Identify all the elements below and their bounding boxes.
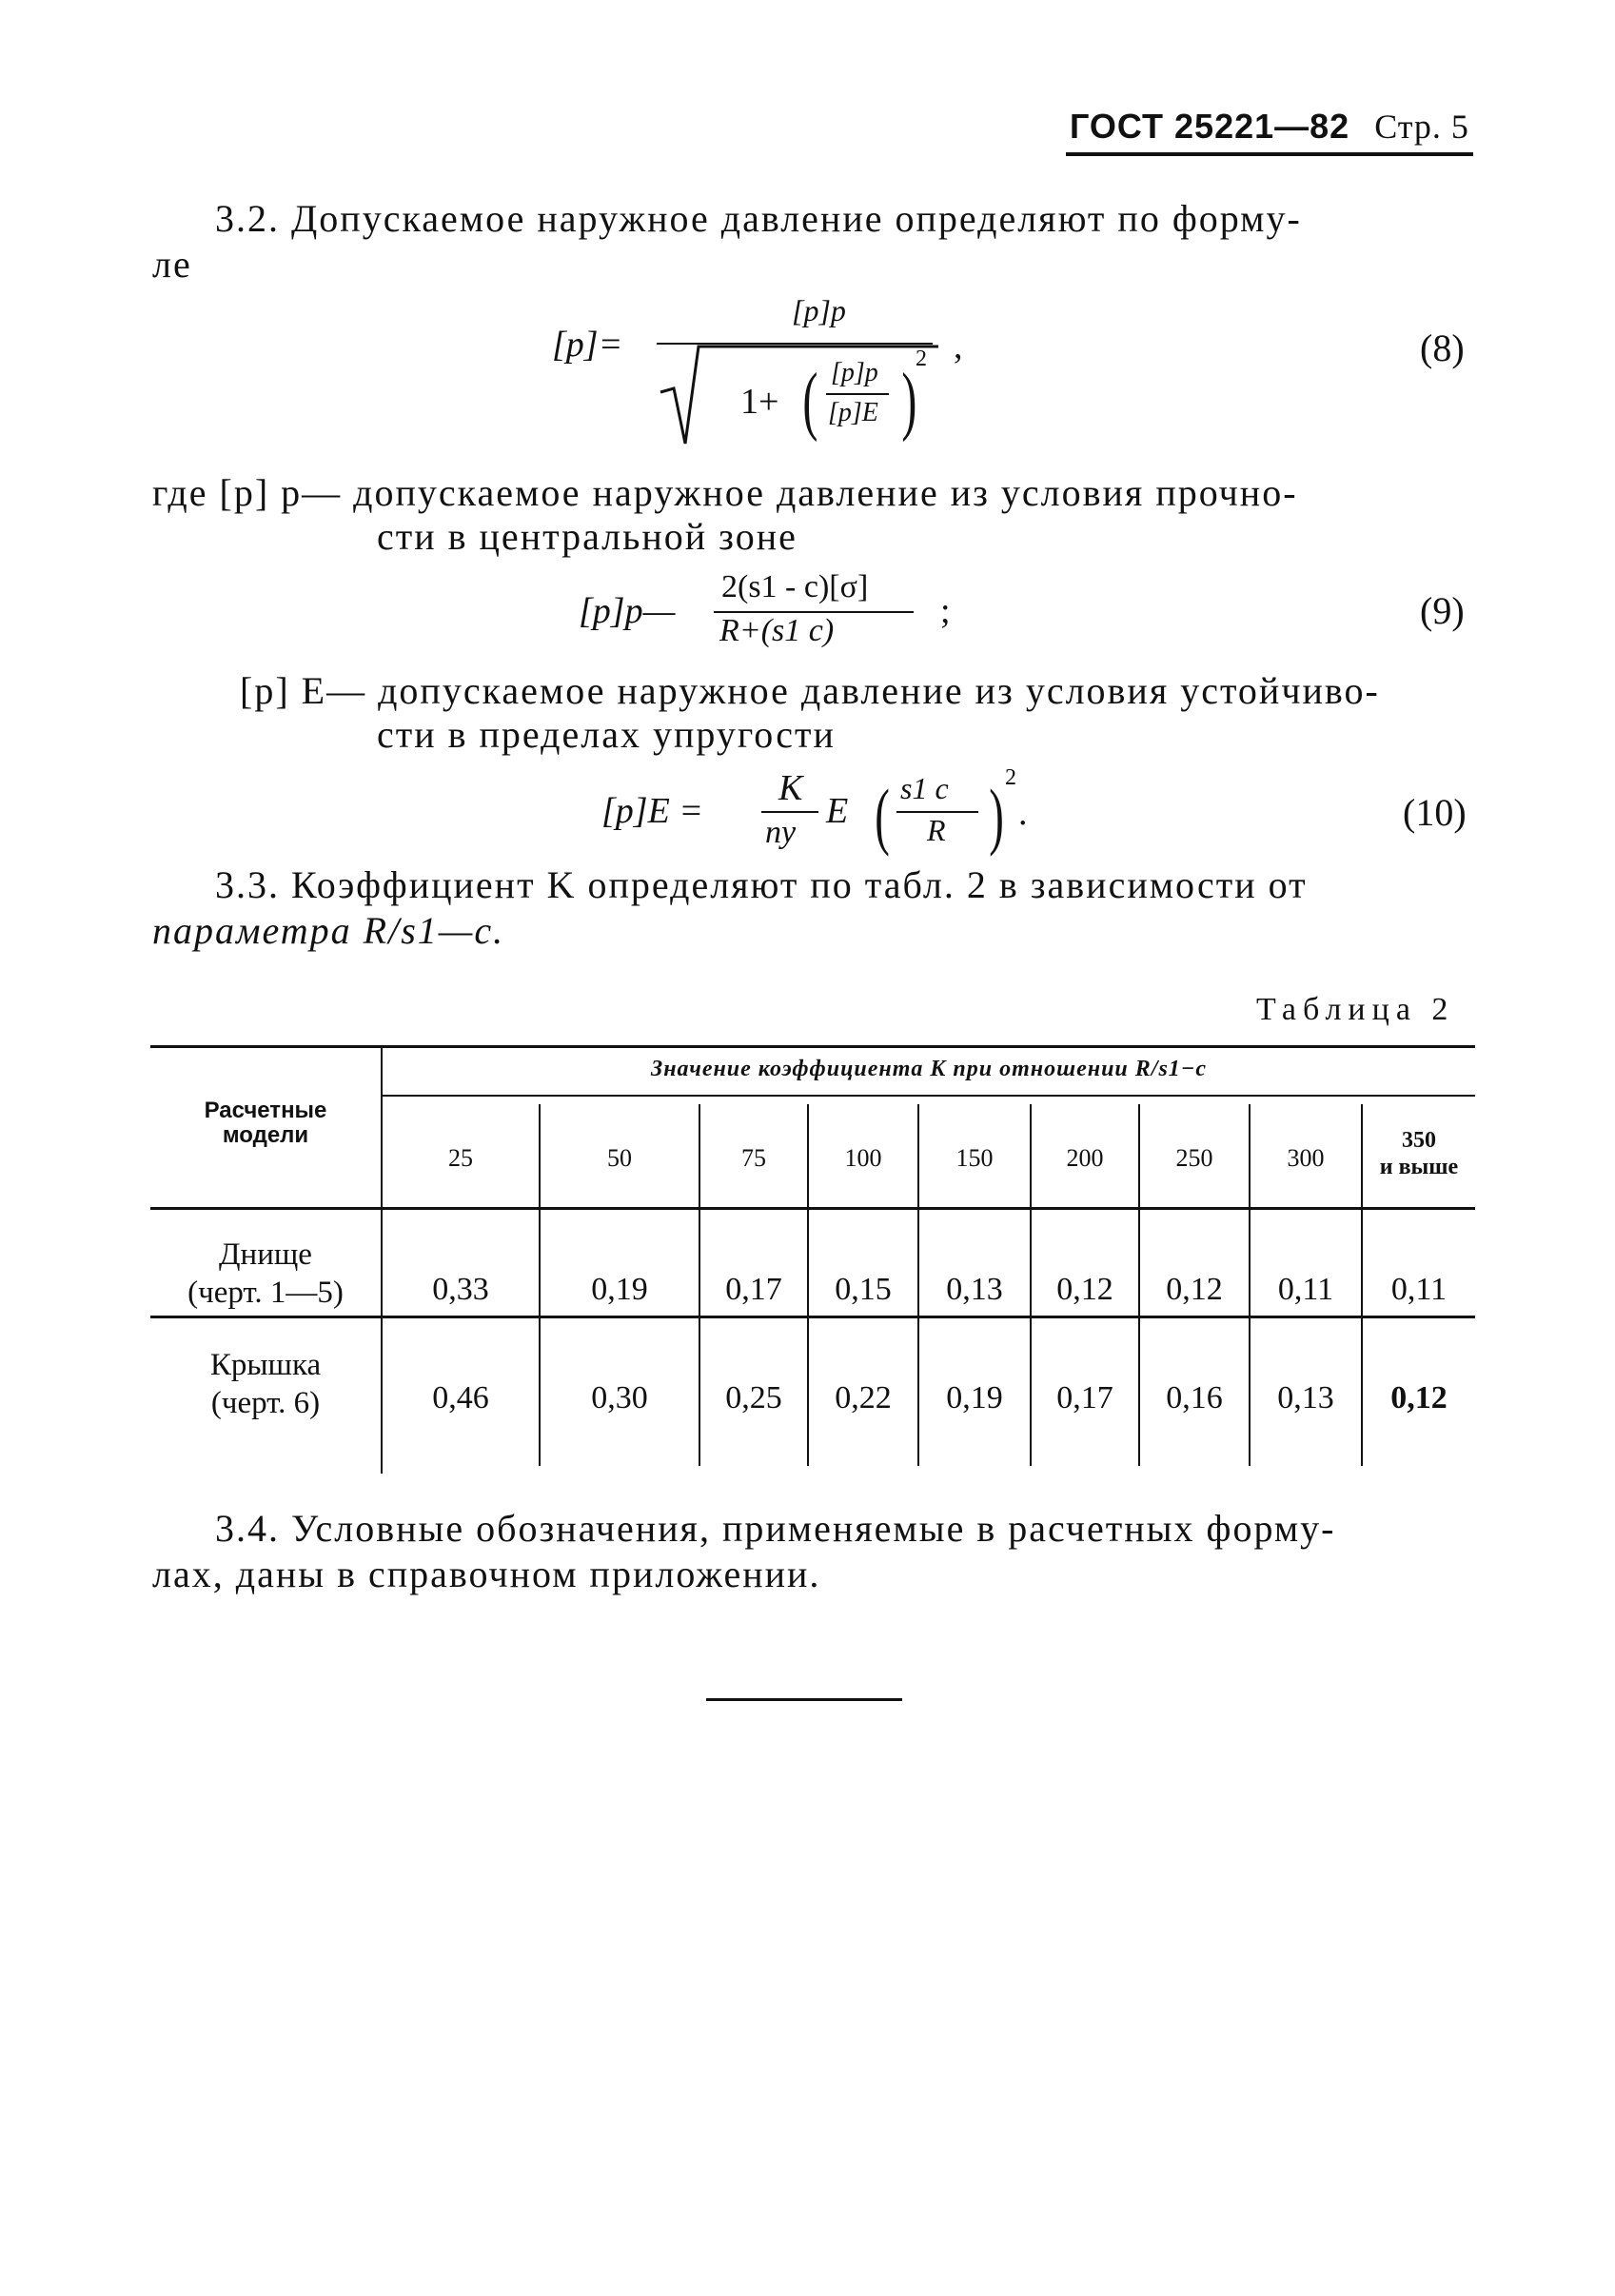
- formula-8-power: 2: [916, 346, 927, 371]
- row-header: [150, 1099, 381, 1148]
- table-cell: 0,33: [432, 1272, 489, 1307]
- table-cell: 0,17: [725, 1272, 782, 1307]
- formula-10-bar: [761, 811, 818, 813]
- definition-E-line2: сти в пределах упругости: [377, 713, 836, 756]
- formula-8-inner-denominator: [p]E: [828, 398, 878, 427]
- formula-8-inner-numerator: [p]p: [831, 358, 878, 387]
- table-cell: 0,22: [835, 1380, 892, 1415]
- table-caption: Таблица 2: [1256, 992, 1455, 1027]
- formula-9-lhs: [p]p—: [579, 591, 676, 631]
- right-paren-icon: ): [901, 359, 917, 443]
- table-cell: 0,25: [725, 1380, 782, 1415]
- column-header: 100: [844, 1144, 882, 1172]
- where-line2: сти в центральной зоне: [377, 515, 798, 558]
- table-cell: 0,46: [432, 1380, 489, 1415]
- table-cell: 0,16: [1166, 1380, 1223, 1415]
- table-cell: 0,19: [591, 1272, 648, 1307]
- formula-10-ny: ny: [765, 815, 797, 850]
- column-header: 50: [607, 1144, 632, 1172]
- left-paren-icon: (: [875, 774, 890, 857]
- formula-10: [594, 767, 1041, 862]
- table-header-rule: [150, 1207, 1475, 1210]
- table-cell: 0,12: [1056, 1272, 1113, 1307]
- table-cell: 0,11: [1277, 1272, 1334, 1307]
- column-header: 75: [741, 1144, 766, 1172]
- formula-10-period: .: [1018, 793, 1028, 833]
- section-3-3-line1: 3.3. Коэффициент K определяют по табл. 2 в зависимости от: [215, 863, 1308, 906]
- table-cell: 0,12: [1390, 1380, 1448, 1415]
- definition-E-line1: [p] E— допускаемое наружное давление из условия устойчиво-: [240, 669, 1380, 712]
- radical-sign-icon: [657, 343, 942, 447]
- table-row-label: [150, 1346, 381, 1422]
- table-cell: 0,13: [946, 1272, 1003, 1307]
- equation-number-10: (10): [1403, 791, 1467, 834]
- formula-8-radicand: 1+: [740, 382, 779, 422]
- section-3-2-line2: ле: [152, 243, 192, 286]
- formula-8-lhs: [p]=: [552, 325, 623, 365]
- row-header-line: Расчетные: [204, 1098, 327, 1123]
- page-number: Стр. 5: [1374, 108, 1469, 146]
- section-3-4-line1: 3.4. Условные обозначения, применяемые в расчетных форму-: [215, 1507, 1336, 1550]
- formula-8: [542, 286, 1056, 457]
- column-header: 25: [448, 1144, 473, 1172]
- standard-number: ГОСТ 25221—82: [1070, 107, 1350, 146]
- row-header-line: модели: [222, 1122, 309, 1148]
- formula-10-E: E: [826, 791, 849, 831]
- left-paren-icon: (: [802, 359, 818, 443]
- row-label-line: Днище: [219, 1237, 312, 1272]
- formula-10-lhs: [p]E =: [601, 791, 703, 831]
- table-group-rule: [383, 1095, 1475, 1097]
- column-header: 300: [1287, 1144, 1325, 1172]
- row-label-line: (черт. 1—5): [187, 1276, 344, 1310]
- formula-9: [571, 569, 971, 655]
- formula-9-numerator: 2(s1 - c)[σ]: [721, 569, 869, 604]
- equation-number-8: (8): [1420, 327, 1465, 369]
- section-3-3-line2: параметра R/s1—c.: [152, 909, 505, 952]
- coefficient-table: [150, 1045, 1475, 1474]
- column-header-line: 350: [1402, 1128, 1436, 1153]
- equation-number-9: (9): [1420, 589, 1465, 632]
- table-cell: 0,13: [1277, 1380, 1334, 1415]
- column-header: 250: [1175, 1144, 1213, 1172]
- table-cell: 0,17: [1056, 1380, 1113, 1415]
- formula-10-K: K: [778, 768, 803, 808]
- table-row-rule: [150, 1316, 1475, 1318]
- table-cell: 0,30: [591, 1380, 648, 1415]
- formula-10-inner-numerator: s1 c: [900, 771, 949, 805]
- row-label-line: (черт. 6): [210, 1386, 321, 1420]
- table-cell: 0,19: [946, 1380, 1003, 1415]
- column-header-line: и выше: [1379, 1155, 1459, 1179]
- formula-8-numerator: [p]p: [792, 293, 846, 327]
- column-header: 150: [955, 1144, 994, 1172]
- formula-10-inner-denominator: R: [927, 813, 946, 847]
- formula-8-comma: ,: [954, 327, 963, 366]
- formula-9-semicolon: ;: [940, 591, 951, 631]
- table-row-label: [150, 1236, 381, 1312]
- table-top-rule: [150, 1045, 1475, 1048]
- formula-8-inner-bar: [826, 393, 889, 395]
- section-3-4-line2: лах, даны в справочном приложении.: [152, 1553, 821, 1595]
- table-cell: 0,11: [1390, 1272, 1448, 1307]
- formula-10-power: 2: [1005, 765, 1016, 790]
- table-cell: 0,15: [835, 1272, 892, 1307]
- column-header-last: [1363, 1127, 1475, 1180]
- group-header: Значение коэффициента K при отношении R/s1−c: [651, 1057, 1207, 1081]
- header-rule: [1066, 152, 1473, 156]
- right-paren-icon: ): [989, 774, 1004, 857]
- section-3-2-line1: 3.2. Допускаемое наружное давление определяют по форму-: [215, 197, 1302, 240]
- table-cell: 0,12: [1166, 1272, 1223, 1307]
- column-header: 200: [1066, 1144, 1104, 1172]
- running-header: [1070, 107, 1469, 147]
- end-rule: [706, 1698, 902, 1701]
- where-line1: где [p] р— допускаемое наружное давление из условия прочно-: [152, 471, 1298, 514]
- row-label-line: Крышка: [209, 1348, 322, 1382]
- formula-9-denominator: R+(s1 c): [719, 613, 835, 648]
